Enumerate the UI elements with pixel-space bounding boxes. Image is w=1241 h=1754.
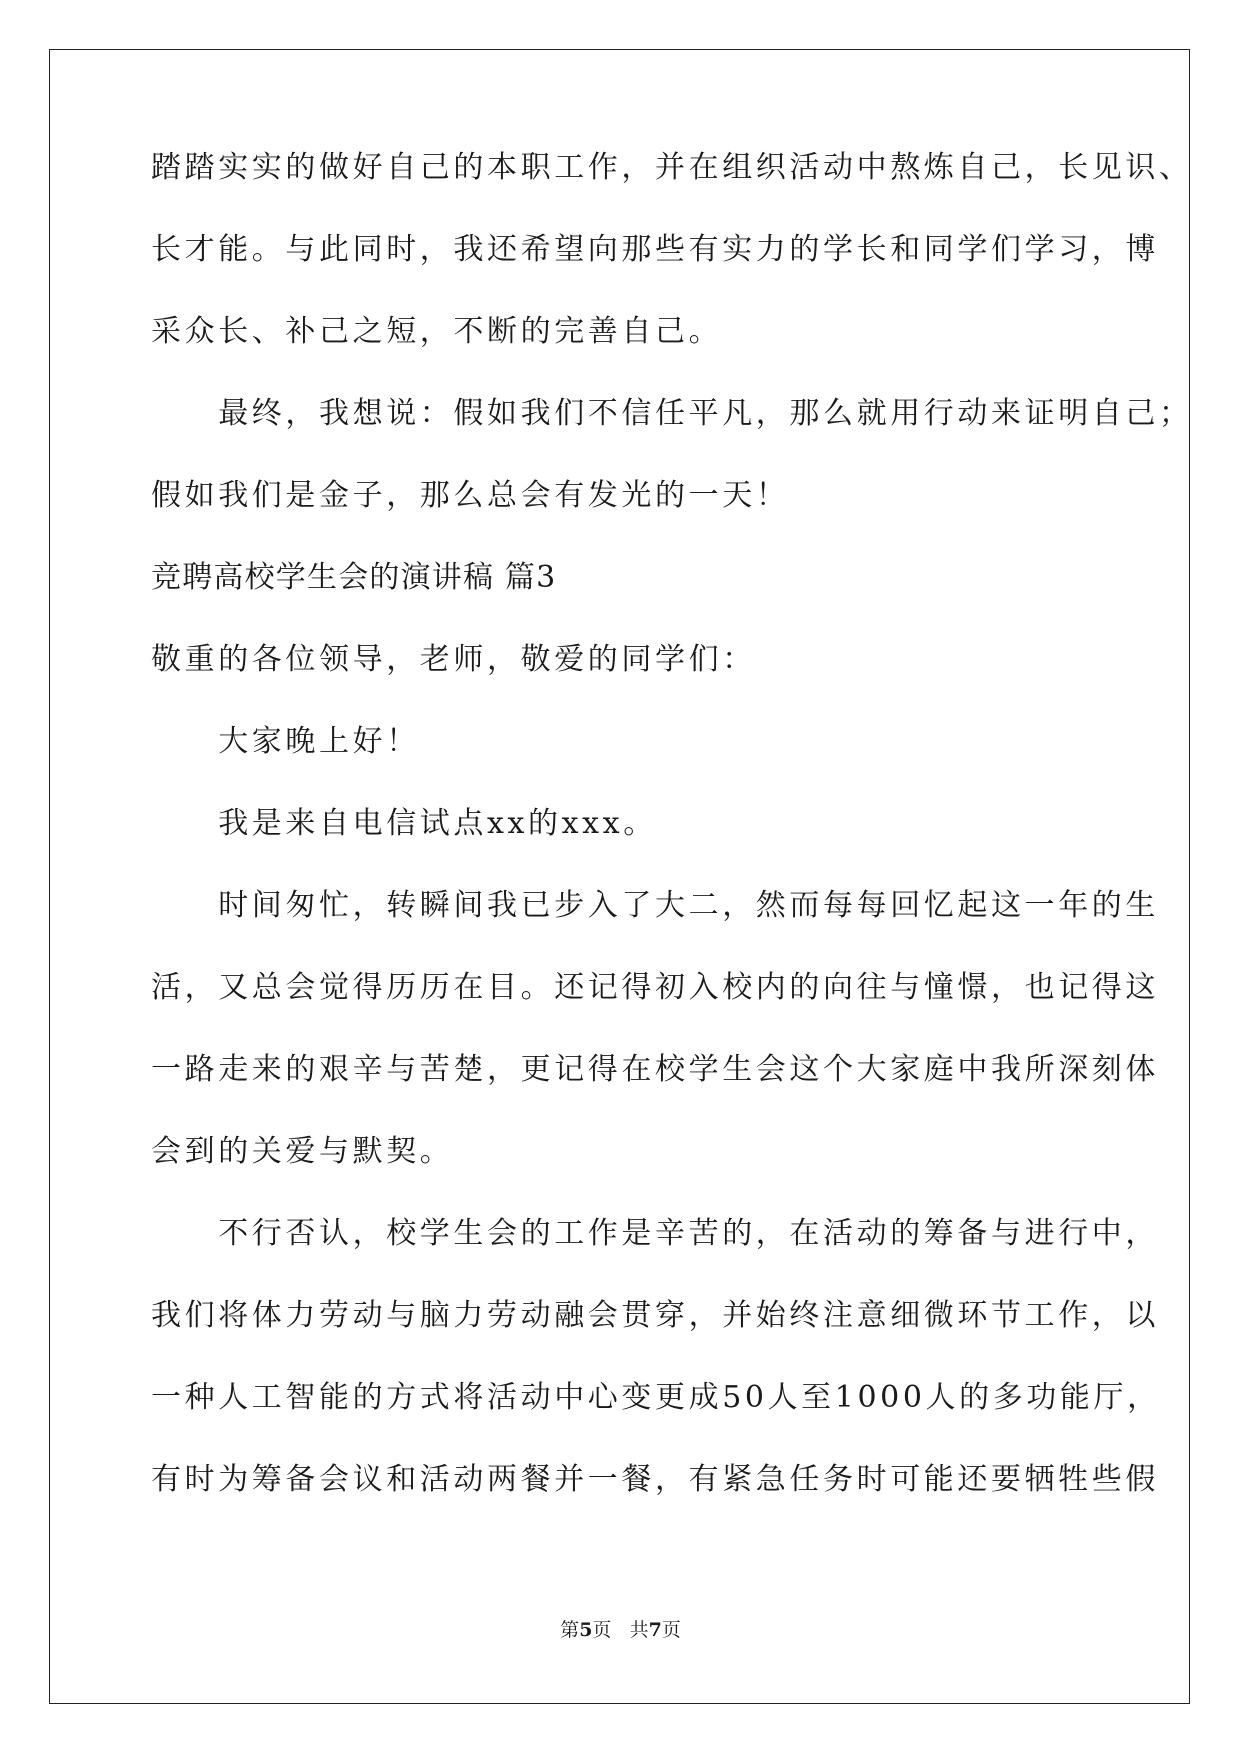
text-line: 我是来自电信试点xx的xxx。 bbox=[151, 806, 657, 841]
page-suffix: 页 bbox=[592, 1619, 612, 1641]
text-line: 敬重的各位领导，老师，敬爱的同学们： bbox=[151, 642, 756, 677]
text-line: 大家晚上好！ bbox=[151, 724, 420, 759]
text-line: 我们将体力劳动与脑力劳动融会贯穿，并始终注意细微环节工作，以 bbox=[151, 1298, 1159, 1333]
text-line: 一路走来的艰辛与苦楚，更记得在校学生会这个大家庭中我所深刻体 bbox=[151, 1052, 1159, 1087]
text-line: 采众长、补己之短，不断的完善自己。 bbox=[151, 314, 723, 349]
total-pages: 7 bbox=[648, 1619, 662, 1641]
text-line: 活，又总会觉得历历在目。还记得初入校内的向往与憧憬，也记得这 bbox=[151, 970, 1159, 1005]
text-line: 会到的关爱与默契。 bbox=[151, 1134, 454, 1169]
text-line: 长才能。与此同时，我还希望向那些有实力的学长和同学们学习，博 bbox=[151, 232, 1159, 267]
page-border bbox=[49, 49, 1190, 1704]
section-heading: 竞聘高校学生会的演讲稿 篇3 bbox=[151, 560, 557, 595]
text-line: 最终，我想说：假如我们不信任平凡，那么就用行动来证明自己； bbox=[151, 396, 1193, 431]
text-line: 一种人工智能的方式将活动中心变更成50人至1000人的多功能厅， bbox=[151, 1380, 1161, 1415]
text-line: 踏踏实实的做好自己的本职工作，并在组织活动中熬炼自己，长见识、 bbox=[151, 150, 1193, 185]
text-line: 不行否认，校学生会的工作是辛苦的，在活动的筹备与进行中， bbox=[151, 1216, 1159, 1251]
page-prefix: 第 bbox=[560, 1619, 580, 1641]
page-footer bbox=[0, 1618, 1241, 1642]
text-line: 时间匆忙，转瞬间我已步入了大二，然而每每回忆起这一年的生 bbox=[151, 888, 1159, 923]
total-suffix: 页 bbox=[661, 1619, 681, 1641]
page-number: 5 bbox=[579, 1619, 593, 1641]
text-line: 假如我们是金子，那么总会有发光的一天！ bbox=[151, 478, 790, 513]
text-line: 有时为筹备会议和活动两餐并一餐，有紧急任务时可能还要牺牲些假 bbox=[151, 1462, 1159, 1497]
total-prefix: 共 bbox=[629, 1619, 649, 1641]
